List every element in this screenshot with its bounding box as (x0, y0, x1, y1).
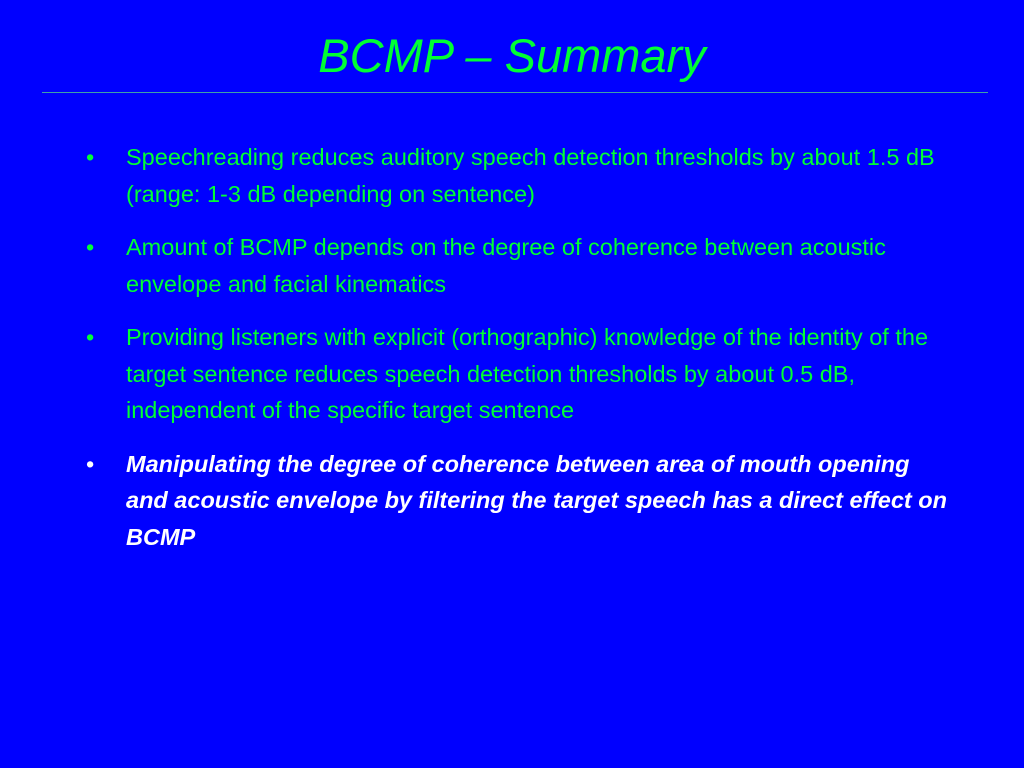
bullet-text: Providing listeners with explicit (orthographic) knowledge of the identity of the target sentence reduces speech detection thresholds by about 0.5 dB, independent of the specific target sentence (126, 324, 929, 423)
bullet-list (86, 139, 956, 572)
bullet-item-emphasized (86, 446, 956, 556)
bullet-icon: • (86, 144, 95, 170)
slide-title: BCMP – Summary (318, 29, 706, 82)
bullet-item (86, 229, 956, 302)
bullet-icon: • (86, 234, 95, 260)
bullet-text: Amount of BCMP depends on the degree of coherence between acoustic envelope and facial kinematics (126, 234, 886, 297)
bullet-item (86, 139, 956, 212)
bullet-icon: • (86, 324, 95, 350)
title-divider (42, 92, 988, 93)
bullet-icon: • (86, 450, 95, 477)
bullet-text: Manipulating the degree of coherence between area of mouth opening and acoustic envelope by filtering the target speech has a direct effect on BCMP (126, 450, 947, 550)
bullet-item (86, 319, 956, 429)
bullet-text: Speechreading reduces auditory speech detection thresholds by about 1.5 dB (range: 1-3 dB depending on sentence) (126, 144, 935, 207)
